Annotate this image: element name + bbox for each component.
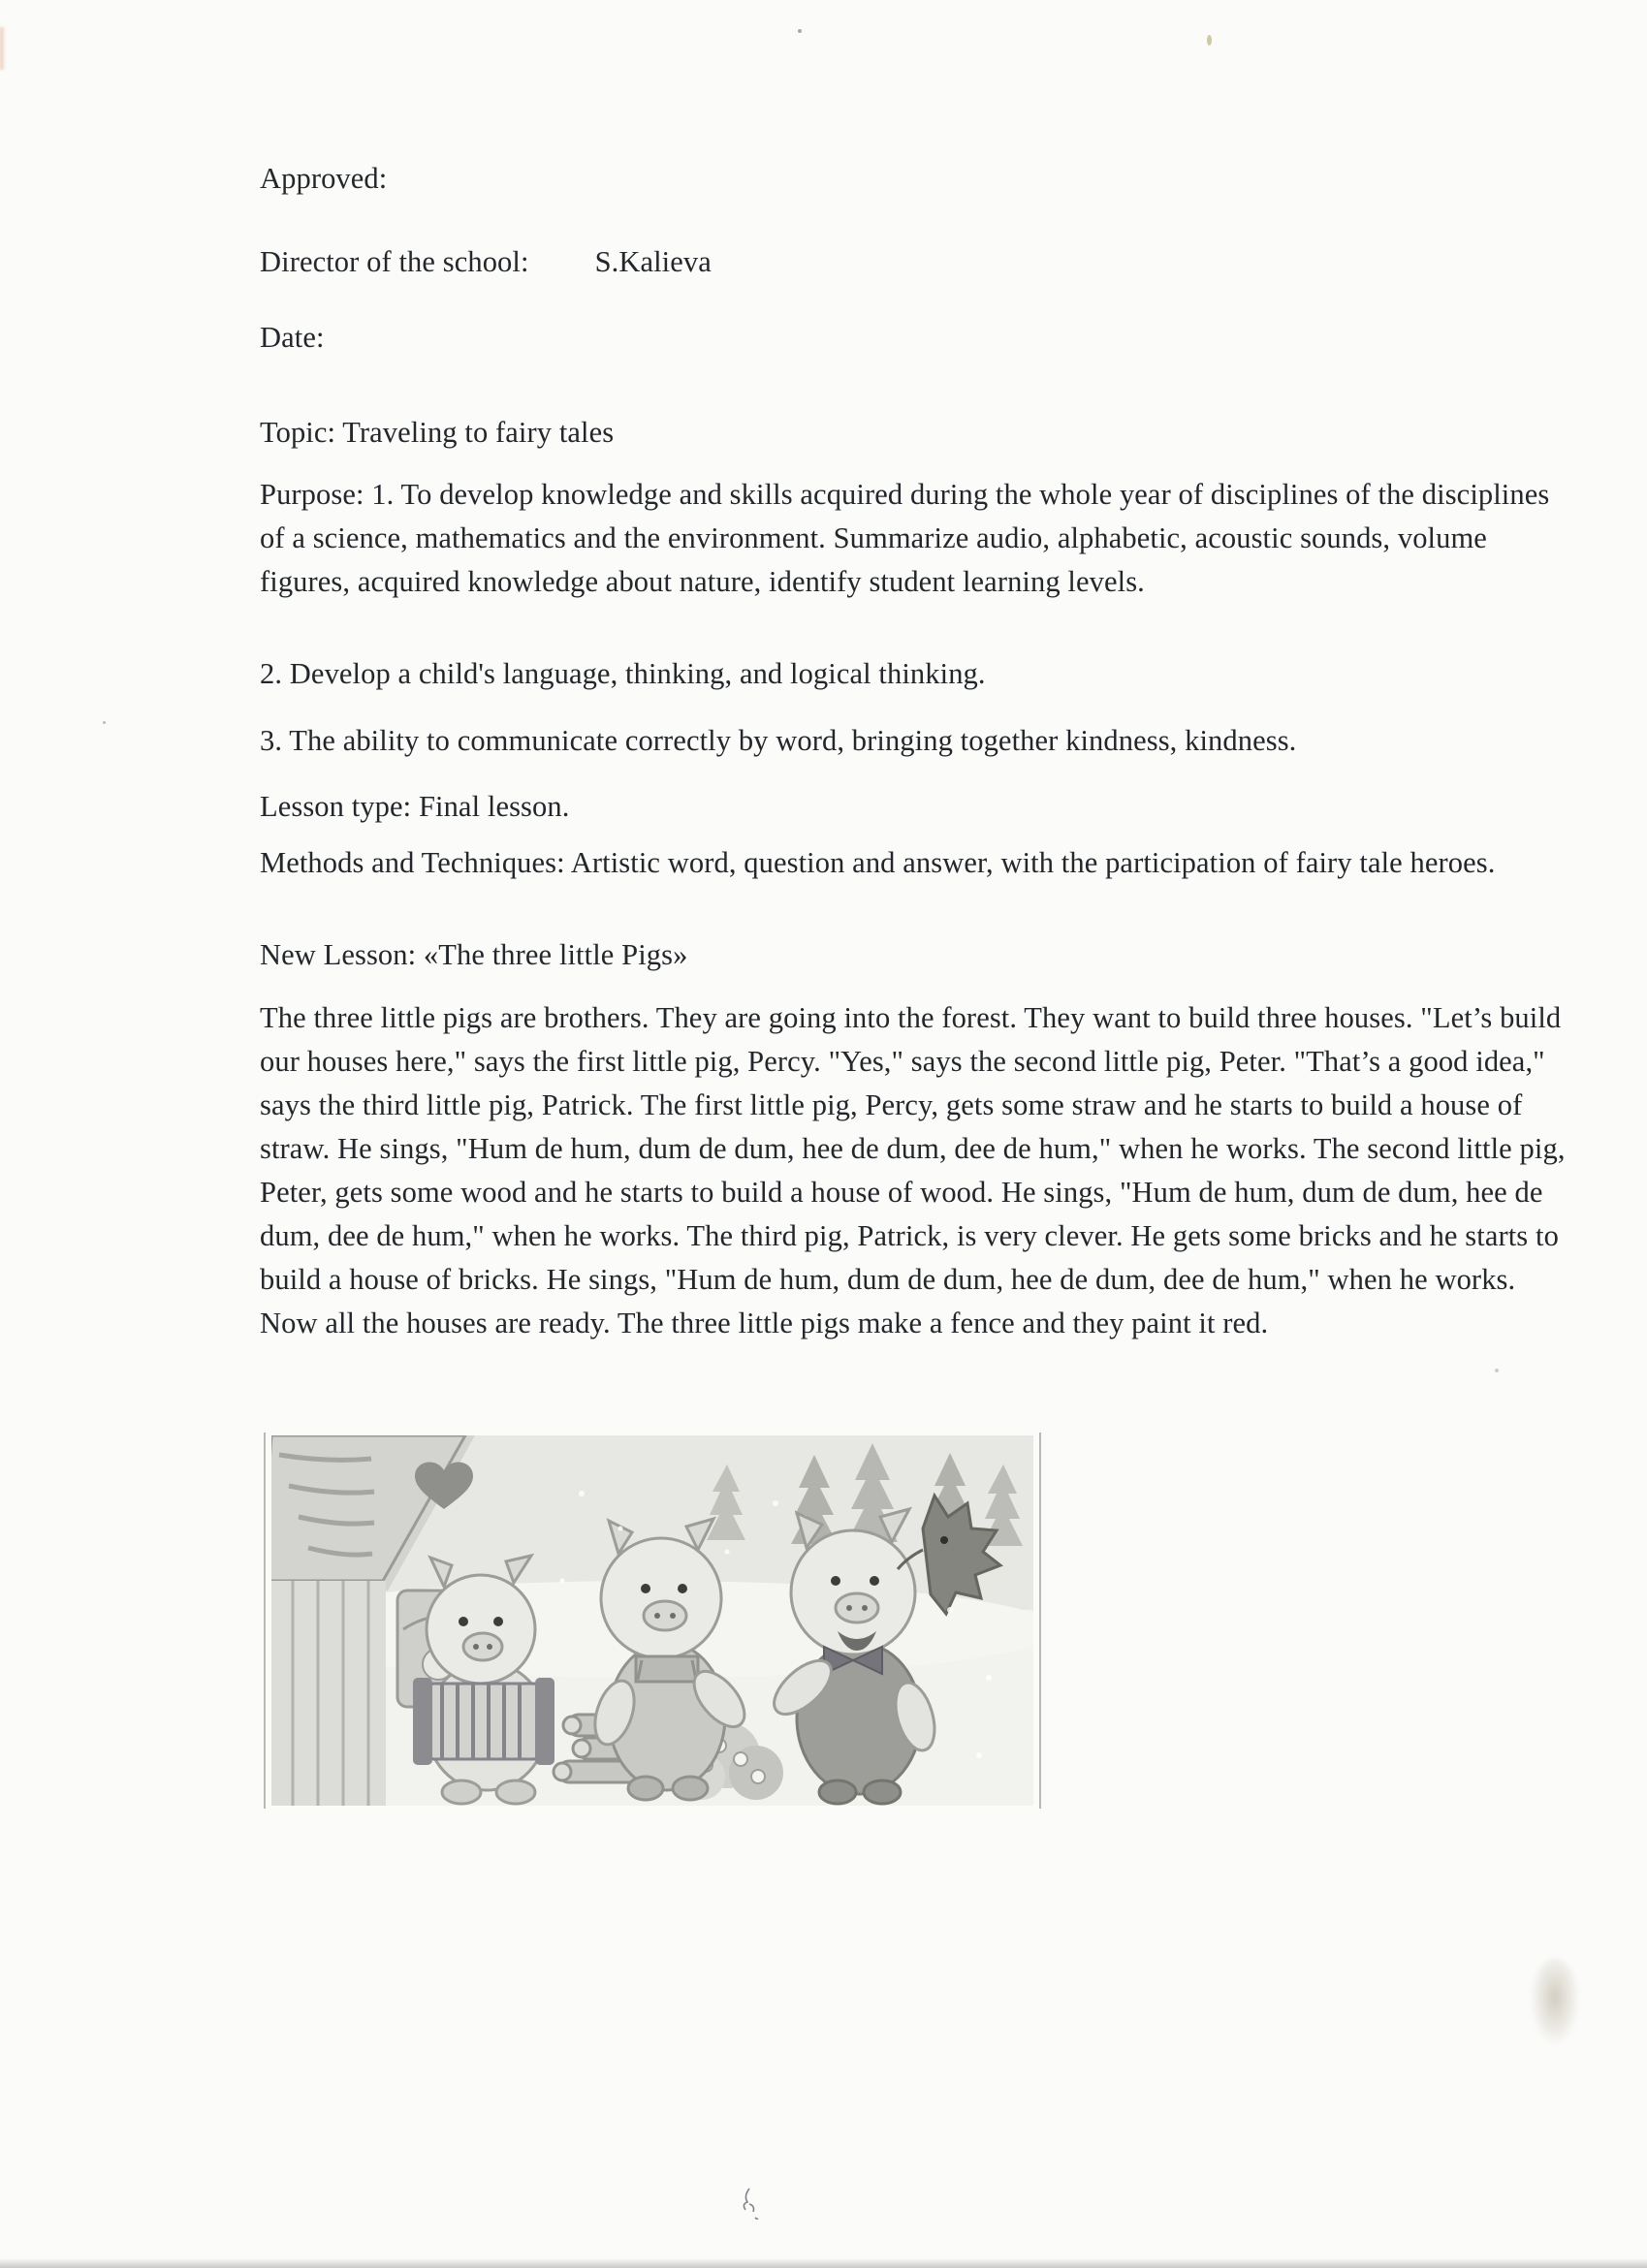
director-line [260,240,1568,284]
story-illustration [264,1433,1041,1809]
scanner-edge [0,2258,1647,2268]
speck-artifact [1495,1369,1499,1372]
speck-artifact [798,29,802,33]
topic-line: Topic: Traveling to fairy tales [260,416,615,449]
director-name: S.Kalieva [594,245,712,278]
three-little-pigs-illustration-image [271,1435,1033,1806]
purpose-paragraph: Purpose: 1. To develop knowledge and skills acquired during the whole year of disciplines of the disciplines of a science, mathematics and the environment. Summarize audio, alphabetic, acoustic sounds, volume figures, acquired knowledge about nature, identify student learning levels. [260,478,1550,598]
illustration-left-rule [264,1433,266,1809]
edge-mark-artifact [0,27,6,70]
ink-mark-artifact [740,2187,761,2220]
speck-artifact [1207,35,1212,46]
date-label: Date: [260,321,325,354]
story-paragraph: The three little pigs are brothers. They are going into the forest. They want to build three houses. "Let’s build our houses here," says the first little pig, Percy. "Yes," says the second little pig, Peter. "That’s a good idea," says the third little pig, Patrick. The first little pig, Percy, gets some straw and he starts to build a house of straw. He sings, "Hum de hum, dum de dum, hee de dum, dee de hum," when he works. The second little pig, Peter, gets some wood and he starts to build a house of wood. He sings, "Hum de hum, dum de dum, hee de dum, dee de hum," when he works. The third pig, Patrick, is very clever. He gets some bricks and he starts to build a house of bricks. He sings, "Hum de hum, dum de dum, hee de dum, dee de hum," when he works. Now all the houses are ready. The three little pigs make a fence and they paint it red. [260,1001,1566,1339]
speck-artifact [103,721,106,724]
director-label: Director of the school: [260,245,529,278]
approved-label: Approved: [260,162,388,195]
smudge-artifact [1530,1958,1580,2047]
objective-3: 3. The ability to communicate correctly by word, bringing together kindness, kindness. [260,724,1297,757]
illustration-right-rule [1039,1433,1041,1809]
accordion-icon [413,1678,554,1765]
objective-2: 2. Develop a child's language, thinking, and logical thinking. [260,657,986,690]
methods-line: Methods and Techniques: Artistic word, question and answer, with the participation of fairy tale heroes. [260,846,1496,879]
lesson-type-line: Lesson type: Final lesson. [260,790,570,823]
new-lesson-line: New Lesson: «The three little Pigs» [260,938,688,971]
